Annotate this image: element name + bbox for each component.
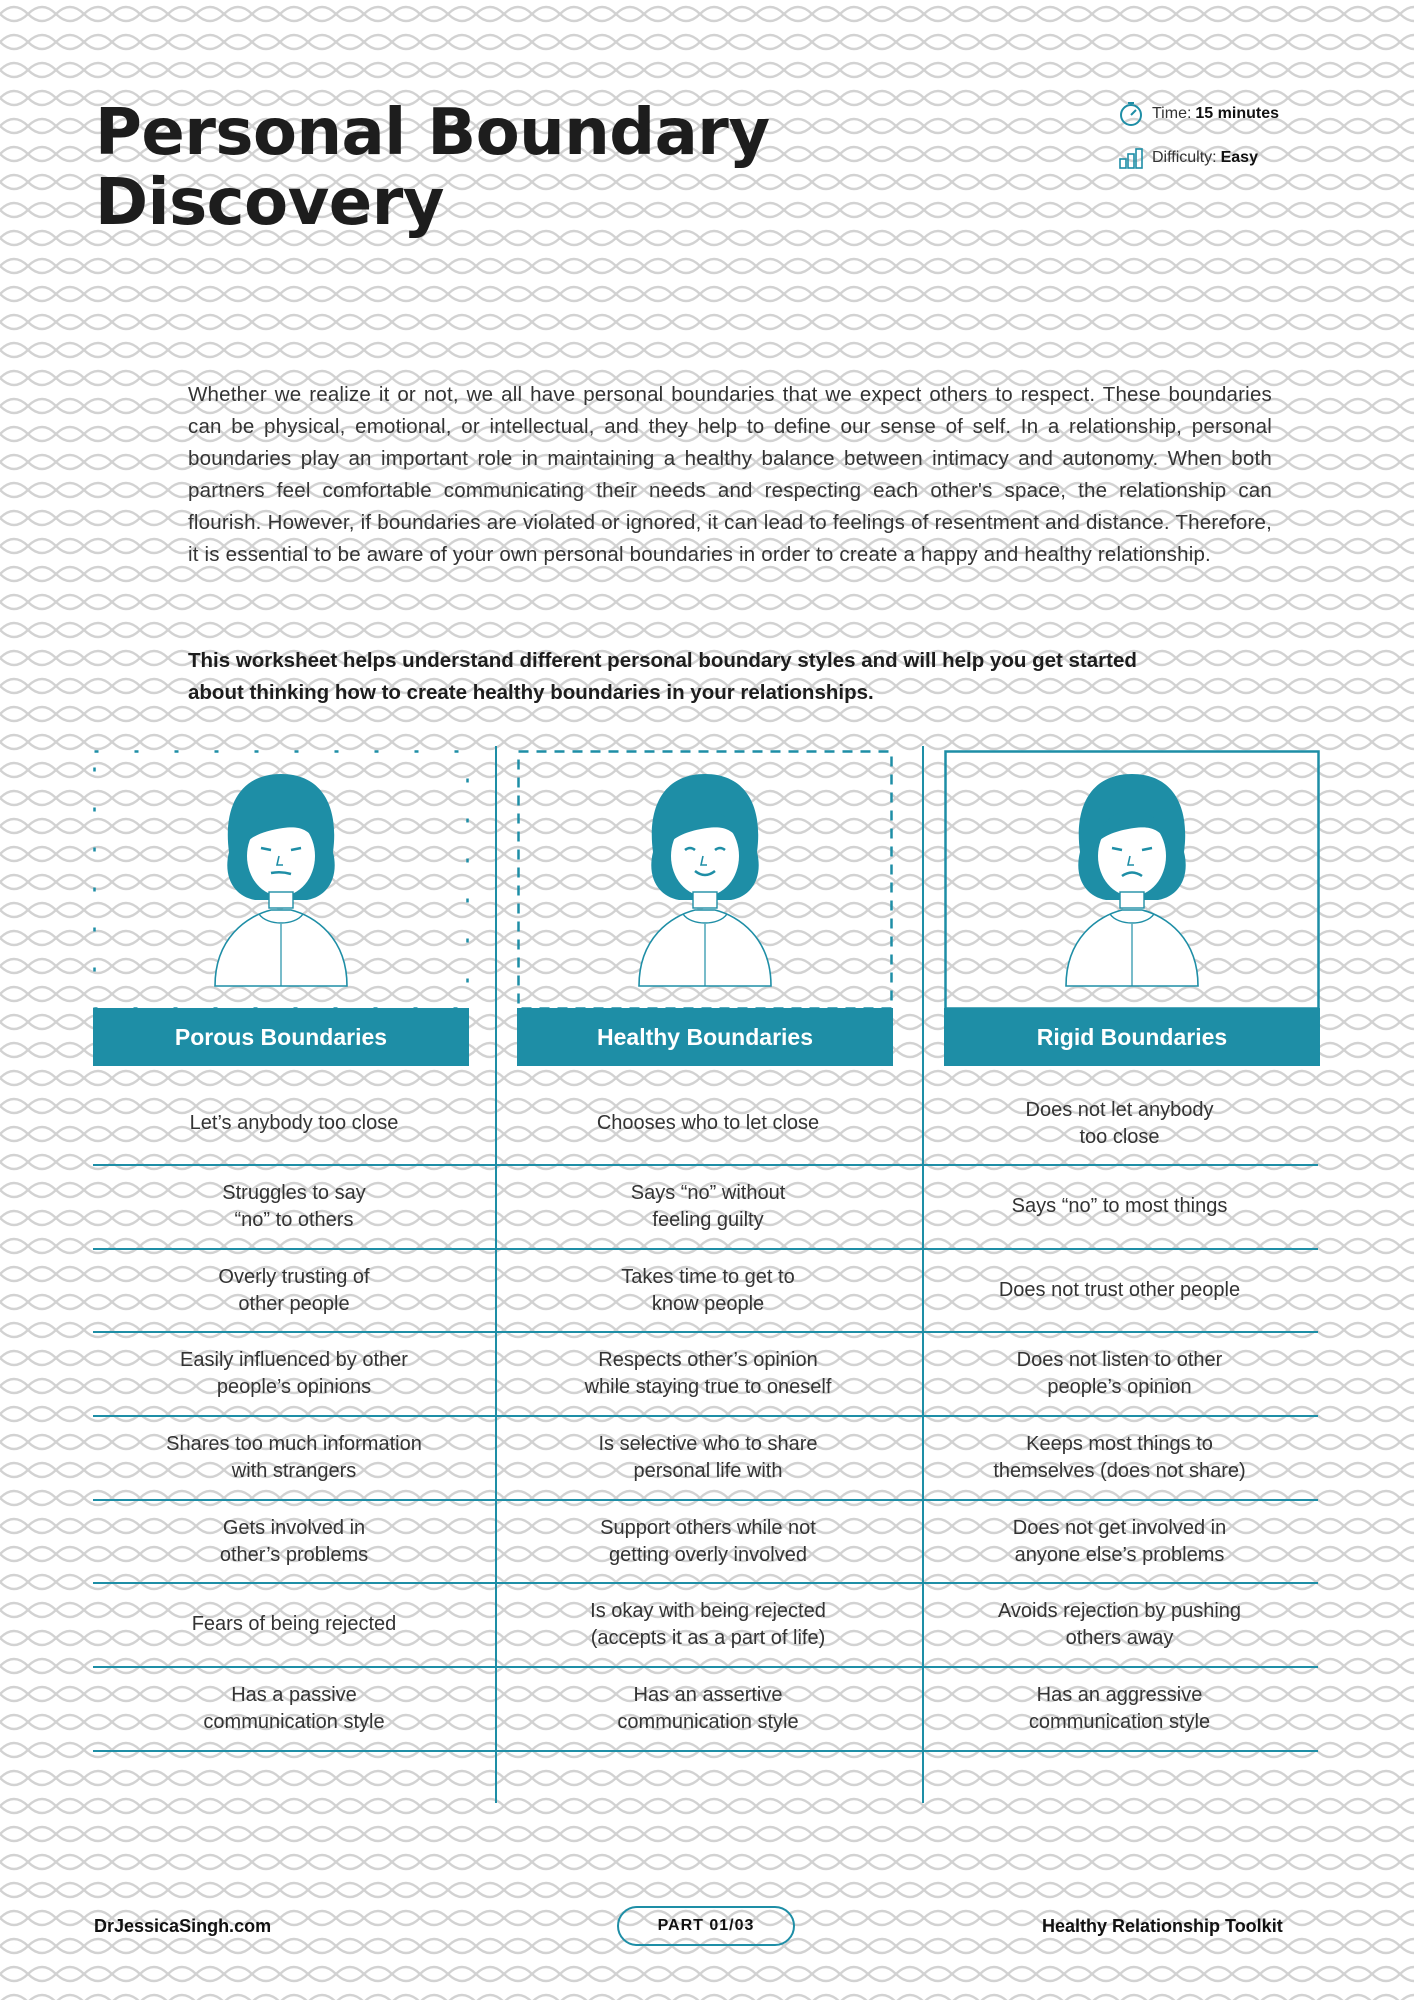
footer-toolkit: Healthy Relationship Toolkit (1042, 1916, 1283, 1936)
table-cell-rigid: Avoids rejection by pushing others away (997, 1599, 1242, 1649)
lead-paragraph: This worksheet helps understand different personal boundary styles and will help you get started about thinking how to create healthy boundaries in your relationships. (188, 648, 1137, 704)
column-header-porous: Porous Boundaries (93, 1008, 469, 1066)
table-cell-rigid: Does not get involved in anyone else’s problems (1012, 1516, 1227, 1566)
table-cell-porous: Struggles to say “no” to others (222, 1181, 366, 1231)
table-cell-rigid: Does not listen to other people’s opinion (1016, 1348, 1223, 1398)
table-cell-healthy: Support others while not getting overly involved (600, 1516, 816, 1566)
difficulty-value: Easy (1220, 149, 1258, 166)
table-cell-rigid: Does not trust other people (998, 1279, 1241, 1301)
footer-part-badge: PART 01/03 (617, 1906, 795, 1946)
table-row (93, 1082, 1318, 1165)
table-cell-porous: Let’s anybody too close (189, 1112, 399, 1134)
footer-website: DrJessicaSingh.com (94, 1916, 272, 1936)
page-title: Personal Boundary Discovery (95, 96, 770, 240)
column-header-healthy: Healthy Boundaries (517, 1008, 893, 1066)
table-cell-rigid: Does not let anybody too close (1025, 1098, 1214, 1148)
table-row (93, 1583, 1318, 1666)
table-cell-porous: Fears of being rejected (191, 1613, 397, 1635)
table-cell-rigid: Keeps most things to themselves (does not share) (993, 1432, 1246, 1482)
table-cell-porous: Has a passive communication style (203, 1683, 385, 1733)
table-cell-healthy: Has an assertive communication style (617, 1683, 799, 1733)
table-cell-healthy: Says “no” without feeling guilty (630, 1181, 786, 1231)
table-row (93, 1416, 1318, 1499)
table-cell-healthy: Is okay with being rejected (accepts it as a part of life) (590, 1599, 826, 1649)
table-cell-rigid: Says “no” to most things (1011, 1195, 1228, 1217)
table-cell-porous: Overly trusting of other people (218, 1265, 370, 1315)
table-row (93, 1165, 1318, 1248)
table-row (93, 1667, 1318, 1750)
table-row (93, 1500, 1318, 1583)
difficulty-label: Difficulty: (1152, 149, 1217, 166)
time-label: Time: (1152, 105, 1192, 122)
intro-paragraph: Whether we realize it or not, we all have personal boundaries that we expect others to respect. These boundaries can be physical, emotional, or intellectual, and they help to define our sense of self. In a relationship, personal boundaries play an important role in maintaining a healthy balance between intimacy and autonomy. When both partners feel comfortable communicating their needs and respecting each other's space, the relationship can flourish. However, if boundaries are violated or ignored, it can lead to feelings of resentment and distance. Therefore, it is essential to be aware of your own personal boundaries in order to create a happy and healthy relationship. (188, 382, 1272, 566)
time-value: 15 minutes (1195, 105, 1279, 122)
table-cell-healthy: Takes time to get to know people (621, 1265, 795, 1315)
table-cell-rigid: Has an aggressive communication style (1028, 1683, 1211, 1733)
table-cell-porous: Easily influenced by other people’s opinions (180, 1348, 408, 1398)
table-cell-healthy: Chooses who to let close (596, 1112, 820, 1134)
table-cell-porous: Gets involved in other’s problems (219, 1516, 369, 1566)
table-cell-healthy: Is selective who to share personal life with (598, 1432, 818, 1482)
table-row (93, 1249, 1318, 1332)
table-cell-porous: Shares too much information with strangers (166, 1432, 422, 1482)
table-cell-healthy: Respects other’s opinion while staying true to oneself (584, 1348, 832, 1398)
table-row (93, 1332, 1318, 1415)
column-header-rigid: Rigid Boundaries (944, 1008, 1320, 1066)
